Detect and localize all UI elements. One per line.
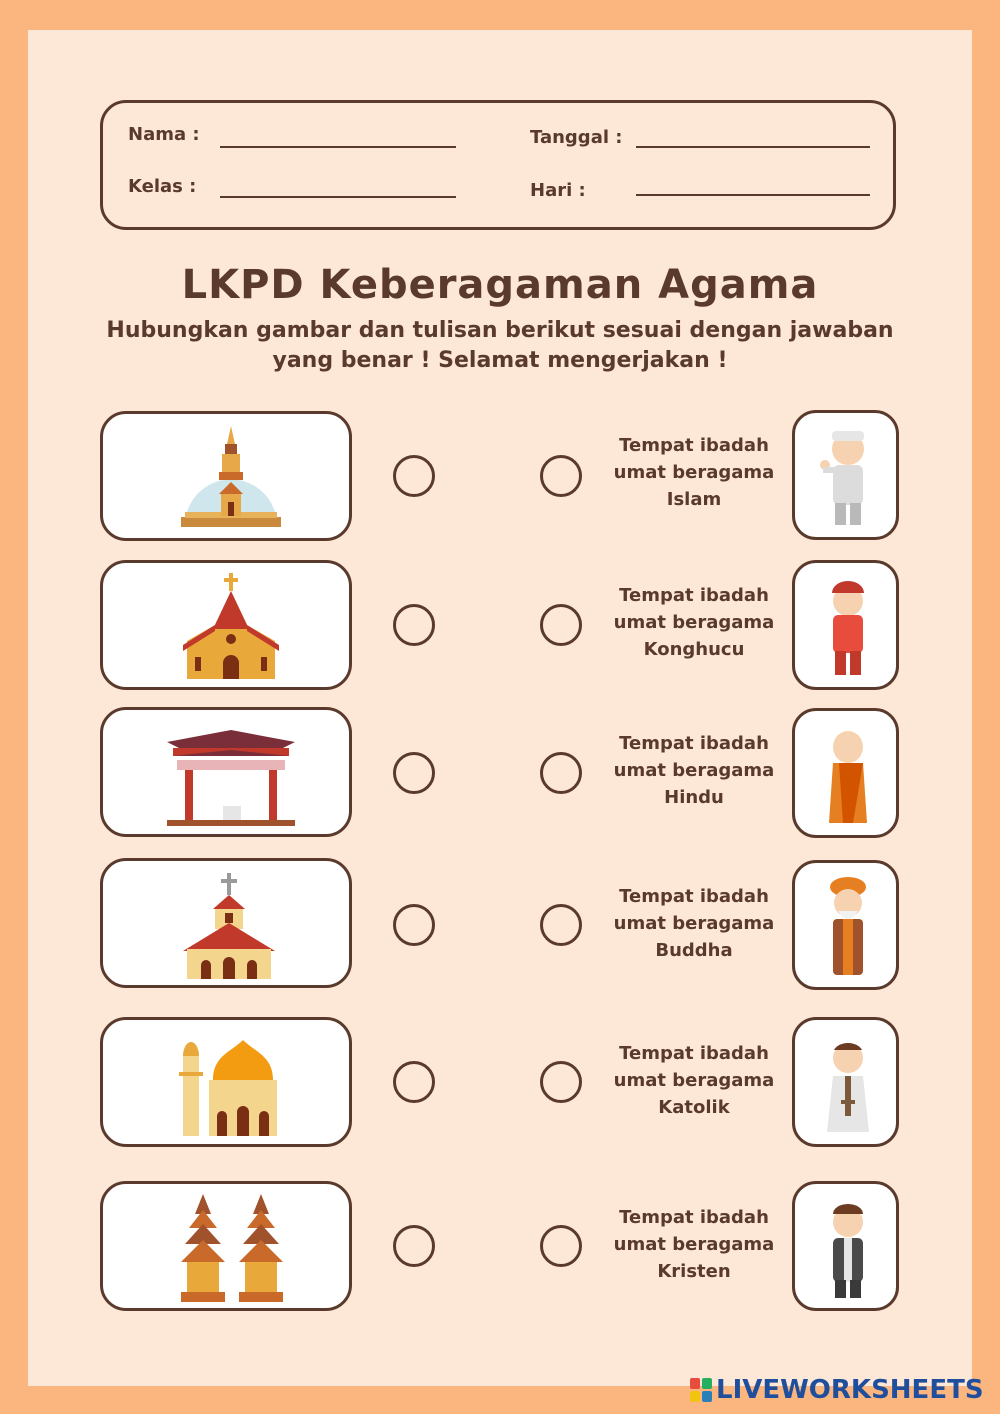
chinese-boy-icon <box>795 563 902 693</box>
picture-card-3 <box>100 707 352 837</box>
day-label: Hari : <box>530 180 586 201</box>
liveworksheets-mark-icon <box>690 1378 712 1402</box>
description-2-line-1: Tempat ibadah <box>619 585 769 606</box>
hindu-elder-icon <box>795 863 902 993</box>
description-4-line-2: umat beragama <box>613 913 775 934</box>
right-connector-4[interactable] <box>540 904 582 946</box>
instruction-text <box>100 316 900 376</box>
mosque-icon <box>103 1020 355 1150</box>
picture-card-2 <box>100 560 352 690</box>
picture-card-1 <box>100 411 352 541</box>
day-field-line[interactable] <box>636 194 870 196</box>
person-card-2 <box>792 560 899 690</box>
person-card-3 <box>792 708 899 838</box>
description-5-religion: Katolik <box>658 1097 730 1118</box>
priest-icon <box>795 1020 902 1150</box>
person-card-1 <box>792 410 899 540</box>
date-field-line[interactable] <box>636 146 870 148</box>
description-6 <box>598 1204 790 1285</box>
stupa-icon <box>103 414 355 544</box>
description-5-line-2: umat beragama <box>613 1070 775 1091</box>
worksheet-title: LKPD Keberagaman Agama <box>181 262 819 308</box>
description-5-line-1: Tempat ibadah <box>619 1043 769 1064</box>
instruction-line-2: yang benar ! Selamat mengerjakan ! <box>272 348 728 373</box>
right-connector-6[interactable] <box>540 1225 582 1267</box>
monk-icon <box>795 711 902 841</box>
class-field-line[interactable] <box>220 196 456 198</box>
left-connector-2[interactable] <box>393 604 435 646</box>
date-label: Tanggal : <box>530 127 623 148</box>
description-3-line-1: Tempat ibadah <box>619 733 769 754</box>
muslim-boy-icon <box>795 413 902 543</box>
description-4-line-1: Tempat ibadah <box>619 886 769 907</box>
pastor-icon <box>795 1184 902 1314</box>
liveworksheets-wordmark: LIVEWORKSHEETS <box>716 1375 984 1405</box>
description-4 <box>598 883 790 964</box>
description-6-religion: Kristen <box>657 1261 731 1282</box>
description-1 <box>598 432 790 513</box>
description-3-religion: Hindu <box>664 787 724 808</box>
description-2-religion: Konghucu <box>643 639 745 660</box>
description-1-line-2: umat beragama <box>613 462 775 483</box>
left-connector-3[interactable] <box>393 752 435 794</box>
right-connector-1[interactable] <box>540 455 582 497</box>
description-5 <box>598 1040 790 1121</box>
name-field-line[interactable] <box>220 146 456 148</box>
klenteng-gate-icon <box>103 710 355 840</box>
left-connector-5[interactable] <box>393 1061 435 1103</box>
description-3-line-2: umat beragama <box>613 760 775 781</box>
person-card-4 <box>792 860 899 990</box>
description-6-line-1: Tempat ibadah <box>619 1207 769 1228</box>
right-connector-5[interactable] <box>540 1061 582 1103</box>
description-1-religion: Islam <box>666 489 722 510</box>
description-2 <box>598 582 790 663</box>
instruction-line-1: Hubungkan gambar dan tulisan berikut sesuai dengan jawaban <box>106 318 894 343</box>
left-connector-1[interactable] <box>393 455 435 497</box>
right-connector-2[interactable] <box>540 604 582 646</box>
left-connector-6[interactable] <box>393 1225 435 1267</box>
chapel-icon <box>103 861 355 991</box>
pura-icon <box>103 1184 355 1314</box>
liveworksheets-logo <box>690 1374 984 1406</box>
description-4-religion: Buddha <box>655 940 733 961</box>
name-label: Nama : <box>128 124 200 145</box>
church-icon <box>103 563 355 693</box>
picture-card-5 <box>100 1017 352 1147</box>
description-6-line-2: umat beragama <box>613 1234 775 1255</box>
student-info-box <box>100 100 896 230</box>
left-connector-4[interactable] <box>393 904 435 946</box>
class-label: Kelas : <box>128 176 197 197</box>
description-3 <box>598 730 790 811</box>
person-card-6 <box>792 1181 899 1311</box>
picture-card-4 <box>100 858 352 988</box>
description-1-line-1: Tempat ibadah <box>619 435 769 456</box>
picture-card-6 <box>100 1181 352 1311</box>
person-card-5 <box>792 1017 899 1147</box>
description-2-line-2: umat beragama <box>613 612 775 633</box>
right-connector-3[interactable] <box>540 752 582 794</box>
